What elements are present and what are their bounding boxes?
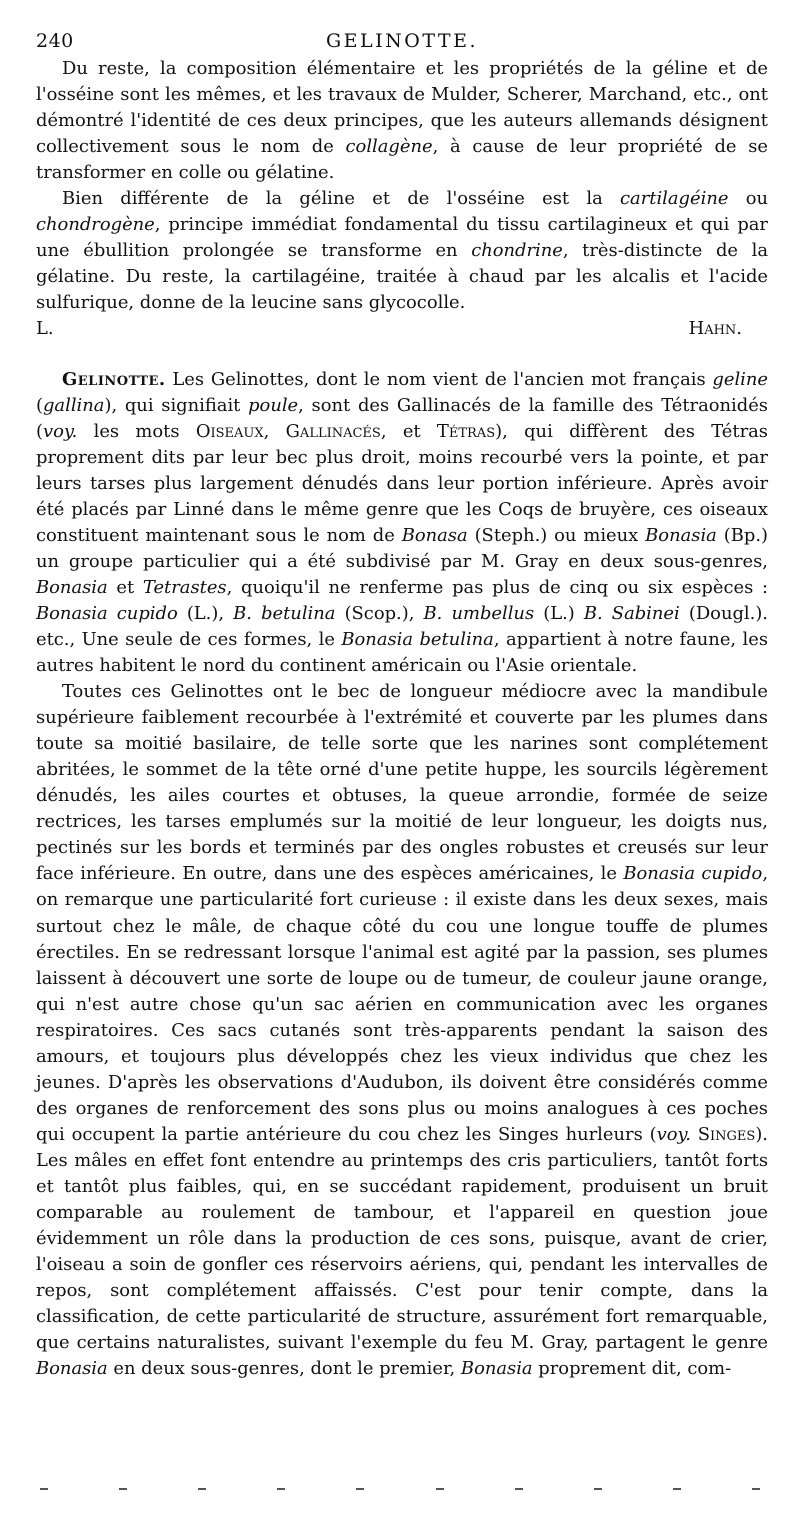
italic-term: geline [712, 368, 768, 390]
page-header [36, 22, 768, 56]
print-mark [119, 1488, 127, 1490]
italic-term: voy. [656, 1123, 691, 1145]
text-run: (Dougl.). etc., Une seule de ces formes, le [36, 602, 768, 650]
text-run [691, 1124, 698, 1145]
paragraph-collagene [36, 56, 768, 186]
italic-term: voy. [42, 420, 78, 442]
text-run: Toutes ces Gelinottes ont le bec de longueur médiocre avec la mandibule supérieure faiblement recourbée à l'extrémité et couverte par les plumes dans toute sa moitié basilaire, de telle sorte que les narines sont complétement abritées, le sommet de la tête orné d'une petite huppe, les sourcils légèrement dénudés, les ailes courtes et obtuses, la queue arrondie, formée de seize rectrices, les tarses emplumés sur la moitié de leur longueur, les doigts nus, pectinés sur les bords et terminés par des ongles robustes et creusés sur leur face inférieure. En outre, dans une des espèces américaines, le [36, 681, 768, 885]
italic-term: Bonasia [36, 576, 108, 598]
italic-term: cartilagéine [620, 188, 729, 210]
page [36, 22, 768, 1382]
print-mark [752, 1488, 760, 1490]
cross-reference: Gallinacés [285, 420, 381, 442]
author-signature: L. Hahn. [36, 318, 742, 340]
italic-term: collagène [345, 136, 433, 158]
text-run: (Scop.), [335, 602, 424, 624]
text-run: Bien différente de la géline et de l'osséine est la [62, 188, 621, 210]
paragraph-gelinotte-entry [36, 367, 768, 680]
signature-line [36, 316, 768, 342]
print-mark [277, 1488, 285, 1490]
print-mark [673, 1488, 681, 1490]
text-run: , appartient à notre faune, les autres habitent le nord du continent américain ou l'Asie orientale. [36, 628, 769, 677]
text-run: ou [728, 188, 769, 210]
text-run: (Bp.) un groupe particulier qui a été subdivisé par M. Gray en deux sous-genres, [36, 524, 768, 572]
text-run: Du reste, la composition élémentaire et les propriétés de la géline et de l'osséine sont les mêmes, et les travaux de Mulder, Scherer, Marchand, etc., ont démontré l'identité de ces deux principes, que les auteurs allemands désignent collectivement sous le nom de [36, 58, 768, 158]
italic-term: Bonasia betulina [341, 628, 494, 650]
text-run: en deux sous-genres, dont le premier, [107, 1358, 461, 1380]
text-run: , quoiqu'il ne renferme pas plus de cinq ou six espèces : [226, 576, 768, 598]
italic-term: B. betulina [233, 602, 336, 624]
italic-term: poule [248, 394, 299, 416]
italic-term: B. umbellus [423, 602, 535, 624]
text-run: ). Les mâles en effet font entendre au printemps des cris particuliers, tantôt forts et tantôt plus faibles, qui, en se succédant rapidement, produisent un bruit comparable au roulement de tambour, et l'appareil en question joue évidemment un rôle dans la production de ces sons, puisque, avant de crier, l'oiseau a soin de gonfler ces réservoirs aériens, qui, pendant les intervalles de repos, sont complétement affaissés. C'est pour tenir compte, dans la classification, de cette particularité de structure, assurément fort remarquable, que certains naturalistes, suivant l'exemple du feu M. Gray, partagent le genre [36, 1123, 768, 1354]
text-run: (L.) [534, 602, 584, 624]
paragraph-cartilageine [36, 186, 768, 316]
print-mark [198, 1488, 206, 1490]
cross-reference: Tétras [436, 420, 496, 442]
text-run: proprement dit, com- [532, 1358, 732, 1380]
text-run: Les Gelinottes, dont le nom vient de l'ancien mot français [165, 368, 713, 390]
italic-term: Bonasia [645, 524, 717, 546]
entry-gap [36, 343, 768, 367]
paragraph-gelinotte-description [36, 679, 768, 1382]
text-run: , on remarque une particularité fort curieuse : il existe dans les deux sexes, mais surtout chez le mâle, de chaque côté du cou une longue touffe de plumes érectiles. En se redressant lorsque l'animal est agité par la passion, ses plumes laissent à découvert une sorte de loupe ou de tumeur, de couleur jaune orange, qui n'est autre chose qu'un sac aérien en communication avec les organes respiratoires. Ces sacs cutanés sont très-apparents pendant la saison des amours, et toujours plus développés chez les vieux individus que chez les jeunes. D'après les observations d'Audubon, ils doivent être considérés comme des organes de renforcement des sons plus ou moins analogues à ces poches qui occupent la partie antérieure du cou chez les Singes hurleurs ( [36, 863, 768, 1145]
italic-term: Bonasia cupido [623, 863, 763, 885]
text-run: les mots [77, 420, 196, 442]
text-run: ( [36, 394, 43, 416]
italic-term: Bonasia cupido [36, 602, 178, 624]
text-run: , [263, 420, 286, 442]
text-run: ), qui diffèrent des Tétras proprement dits par leur bec plus droit, moins recourbé vers la pointe, et par leurs tarses plus largement dénudés dans leur portion inférieure. Après avoir été placés par Linné dans le même genre que les Coqs de bruyère, ces oiseaux constituent maintenant sous le nom de [36, 420, 768, 546]
text-run: et [107, 576, 143, 598]
italic-term: B. Sabinei [583, 602, 680, 624]
italic-term: gallina [42, 394, 105, 416]
italic-term: Bonasa [401, 524, 468, 546]
page-number: 240 [36, 30, 74, 52]
text-run: (L.), [177, 602, 234, 624]
text-run: (Steph.) ou mieux [467, 524, 646, 546]
cross-reference: Oiseaux [195, 420, 264, 442]
article-body [36, 56, 768, 1382]
text-run: , et [380, 420, 437, 442]
italic-term: chondrogène [36, 214, 155, 236]
cross-reference: Singes [697, 1123, 756, 1145]
entry-headword: Gelinotte. [62, 368, 166, 390]
text-run: , principe immédiat fondamental du tissu cartilagineux et qui par une ébullition prolongée se transforme en [36, 214, 768, 262]
running-head: GELINOTTE. [326, 30, 478, 52]
footer-print-marks [40, 1488, 760, 1492]
text-run: , à cause de leur propriété de se transformer en colle ou gélatine. [36, 136, 768, 184]
italic-term: Bonasia [36, 1358, 108, 1380]
italic-term: Tetrastes [142, 576, 227, 598]
print-mark [594, 1488, 602, 1490]
italic-term: Bonasia [460, 1358, 533, 1380]
italic-term: chondrine [471, 240, 563, 262]
text-run: ), qui signifiait [104, 394, 249, 416]
text-run: , sont des Gallinacés de la famille des Tétraonidés ( [36, 394, 768, 442]
print-mark [436, 1488, 444, 1490]
print-mark [515, 1488, 523, 1490]
print-mark [356, 1488, 364, 1490]
text-run: , très-distincte de la gélatine. Du reste, la cartilagéine, traitée à chaud par les alcalis et l'acide sulfurique, donne de la leucine sans glycocolle. [36, 240, 768, 314]
print-mark [40, 1488, 48, 1490]
